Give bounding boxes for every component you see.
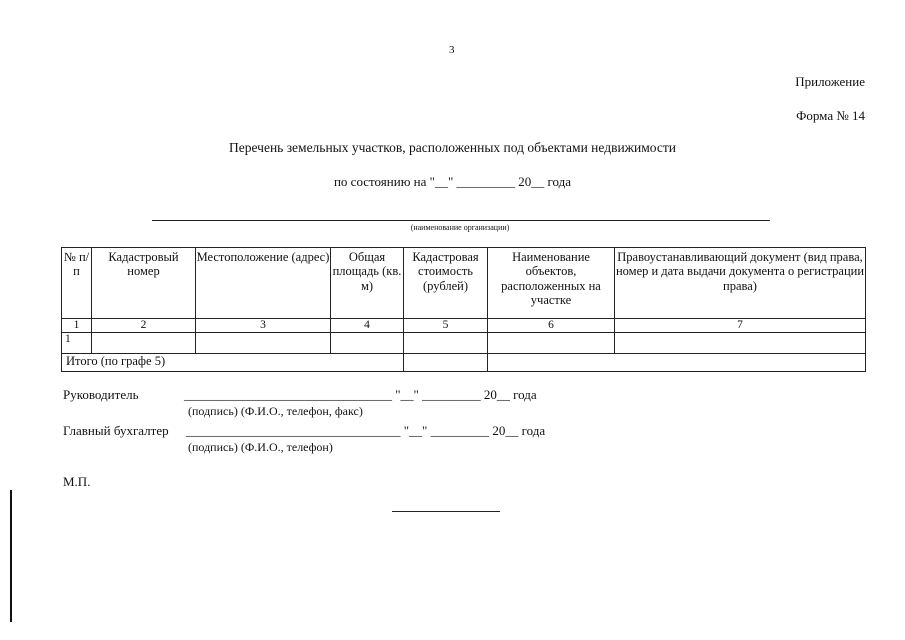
column-header: Местоположение (адрес) <box>196 248 331 319</box>
land-plots-table <box>61 247 866 372</box>
column-header: Кадастровый номер <box>92 248 196 319</box>
appendix-label: Приложение <box>795 74 865 89</box>
end-divider <box>392 511 500 512</box>
column-number: 4 <box>331 319 404 333</box>
column-header: № п/п <box>62 248 92 319</box>
column-number: 7 <box>615 319 866 333</box>
table-cell <box>404 333 488 354</box>
organization-name-line <box>152 220 770 221</box>
table-cell <box>488 333 615 354</box>
head-signature-line: ________________________________ "__" _________ 20__ года <box>184 387 537 402</box>
stamp-place: М.П. <box>63 474 91 489</box>
table-cell <box>196 333 331 354</box>
table-row <box>62 333 866 354</box>
accountant-signature-line: _________________________________ "__" _________ 20__ года <box>186 423 546 438</box>
column-header: Кадастровая стоимость (рублей) <box>404 248 488 319</box>
column-header: Правоустанавливающий документ (вид права, номер и дата выдачи документа о регистрации права) <box>615 248 866 319</box>
column-header: Наименование объектов, расположенных на участке <box>488 248 615 319</box>
column-number: 2 <box>92 319 196 333</box>
column-number: 3 <box>196 319 331 333</box>
total-label: Итого (по графе 5) <box>62 354 404 372</box>
head-label: Руководитель <box>63 387 139 402</box>
total-empty-cell <box>488 354 866 372</box>
table-cell <box>615 333 866 354</box>
column-number: 1 <box>62 319 92 333</box>
head-caption: (подпись) (Ф.И.О., телефон, факс) <box>188 404 363 418</box>
column-number-row <box>62 319 866 333</box>
column-number: 6 <box>488 319 615 333</box>
column-number: 5 <box>404 319 488 333</box>
column-header: Общая площадь (кв. м) <box>331 248 404 319</box>
accountant-caption: (подпись) (Ф.И.О., телефон) <box>188 440 333 454</box>
status-date-line: по состоянию на "__" _________ 20__ года <box>333 174 572 189</box>
total-value-cell <box>404 354 488 372</box>
total-row <box>62 354 866 372</box>
table-cell <box>331 333 404 354</box>
page-number: 3 <box>449 44 455 56</box>
document-title: Перечень земельных участков, расположенных под объектами недвижимости <box>229 140 676 155</box>
accountant-label: Главный бухгалтер <box>63 423 169 438</box>
table-header-row <box>62 248 866 319</box>
scan-margin-bar <box>10 490 12 622</box>
table-cell: 1 <box>62 333 92 354</box>
form-number: Форма № 14 <box>796 108 865 123</box>
organization-hint: (наименование организации) <box>410 223 510 232</box>
table-cell <box>92 333 196 354</box>
